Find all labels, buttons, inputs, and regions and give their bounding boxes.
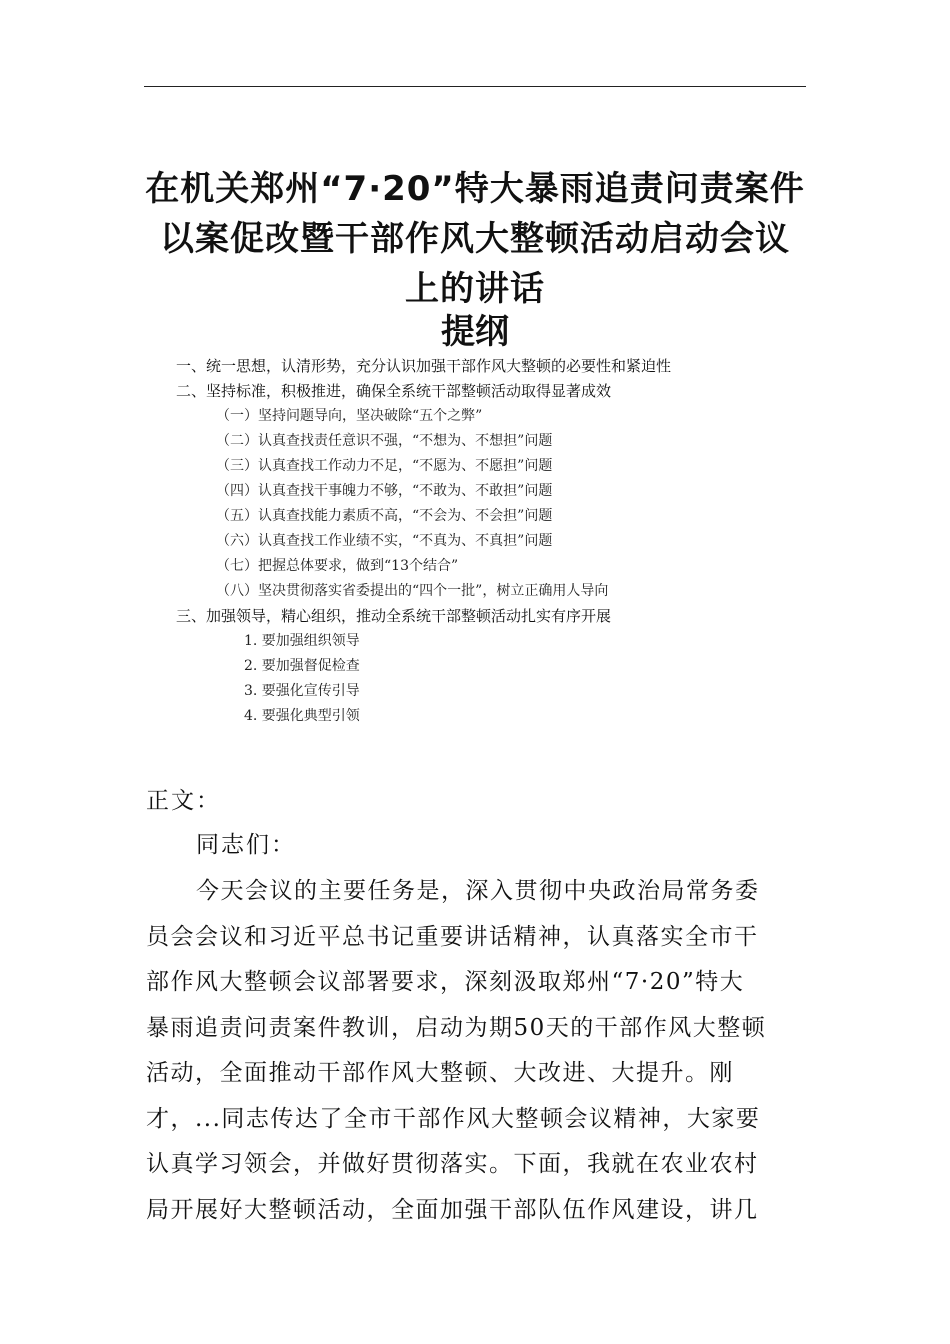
title-line-1: 在机关郑州“7·20”特大暴雨追责问责案件 [145, 169, 805, 209]
outline-item-level-2: （一）坚持问题导向，坚决破除“五个之弊” [216, 408, 483, 424]
body-line: 才，...同志传达了全市干部作风大整顿会议精神，大家要 [146, 1105, 761, 1132]
body-line: 局开展好大整顿活动，全面加强干部队伍作风建设，讲几 [146, 1196, 759, 1223]
outline-item-level-3: 4. 要强化典型引领 [244, 708, 360, 724]
outline-item-level-3: 1. 要加强组织领导 [244, 633, 360, 649]
title-line-2: 以案促改暨干部作风大整顿活动启动会议 [160, 219, 790, 259]
outline-item-level-1: 一、统一思想，认清形势，充分认识加强干部作风大整顿的必要性和紧迫性 [176, 357, 672, 375]
greeting: 同志们： [196, 832, 296, 858]
outline-item-level-2: （六）认真查找工作业绩不实，“不真为、不真担”问题 [216, 533, 553, 549]
document-title [120, 164, 830, 314]
outline-item-level-2: （八）坚决贯彻落实省委提出的“四个一批”，树立正确用人导向 [216, 583, 609, 599]
header-rule [144, 86, 806, 87]
body-line: 部作风大整顿会议部署要求，深刻汲取郑州“7·20”特大 [146, 969, 745, 995]
outline-item-level-2: （三）认真查找工作动力不足，“不愿为、不愿担”问题 [216, 458, 553, 474]
body-line: 暴雨追责问责案件教训，启动为期50天的干部作风大整顿 [146, 1014, 767, 1041]
outline-item-level-3: 2. 要加强督促检查 [244, 658, 360, 674]
outline-item-level-1: 三、加强领导，精心组织，推动全系统干部整顿活动扎实有序开展 [176, 607, 612, 625]
outline-heading: 提纲 [441, 312, 509, 352]
outline-item-level-2: （五）认真查找能力素质不高，“不会为、不会担”问题 [216, 508, 553, 524]
body-line: 活动，全面推动干部作风大整顿、大改进、大提升。刚 [146, 1060, 734, 1086]
body-line: 员会会议和习近平总书记重要讲话精神，认真落实全市干 [146, 923, 759, 950]
outline-item-level-2: （七）把握总体要求，做到“13个结合” [216, 558, 459, 574]
outline-item-level-3: 3. 要强化宣传引导 [244, 683, 360, 699]
outline-item-level-2: （四）认真查找干事魄力不够，“不敢为、不敢担”问题 [216, 483, 553, 499]
outline-item-level-1: 二、坚持标准，积极推进，确保全系统干部整顿活动取得显著成效 [176, 382, 612, 400]
body-label: 正文： [146, 788, 221, 814]
body-line: 认真学习领会，并做好贯彻落实。下面，我就在农业农村 [146, 1151, 759, 1177]
title-line-3: 上的讲话 [405, 269, 545, 309]
outline-item-level-2: （二）认真查找责任意识不强，“不想为、不想担”问题 [216, 433, 553, 449]
body-line: 今天会议的主要任务是，深入贯彻中央政治局常务委 [196, 878, 760, 904]
body-section [146, 782, 808, 1222]
